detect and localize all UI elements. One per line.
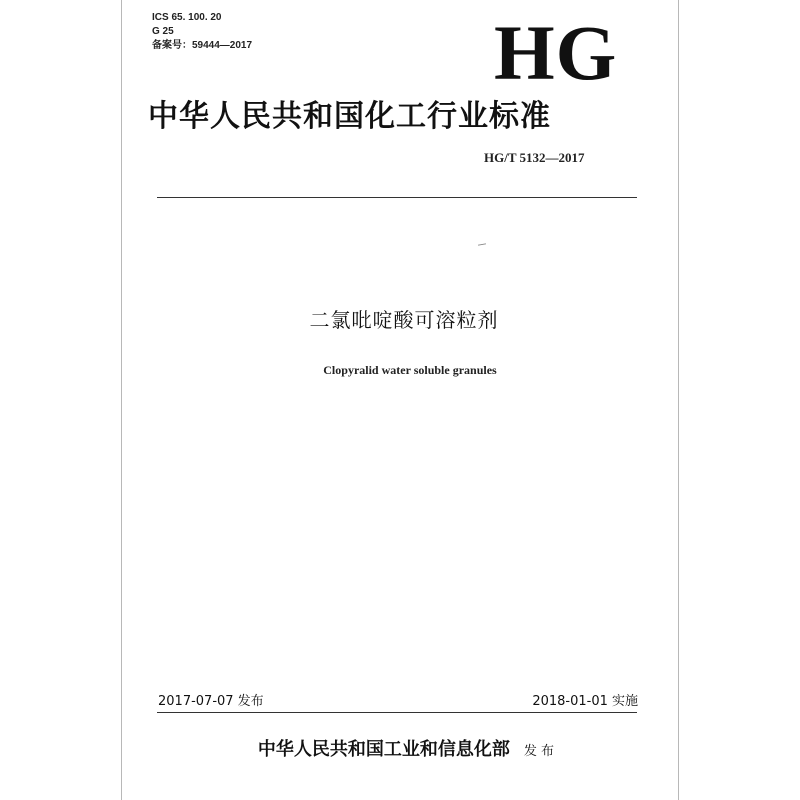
issue-date: 2017-07-07 发布 — [158, 694, 264, 709]
standard-number: HG/T 5132—2017 — [484, 150, 585, 165]
ics-code: ICS 65. 100. 20 — [152, 12, 222, 23]
print-speck — [478, 243, 486, 245]
publisher-name: 中华人民共和国工业和信息化部 — [257, 739, 510, 760]
standard-cover-page — [121, 0, 679, 800]
publisher-line — [122, 738, 678, 764]
hg-logo-mark: HG — [494, 9, 618, 96]
document-title-chinese: 二氯吡啶酸可溶粒剂 — [309, 308, 499, 332]
publish-label: 发 布 — [523, 744, 555, 759]
top-divider — [157, 197, 637, 198]
effective-date: 2018-01-01 实施 — [532, 694, 638, 709]
bottom-divider — [157, 712, 637, 713]
classification-code: G 25 — [152, 26, 174, 37]
filing-number: 备案号：59444—2017 — [152, 40, 253, 51]
document-title-english: Clopyralid water soluble granules — [323, 363, 497, 377]
standard-title: 中华人民共和国化工行业标准 — [148, 99, 551, 134]
